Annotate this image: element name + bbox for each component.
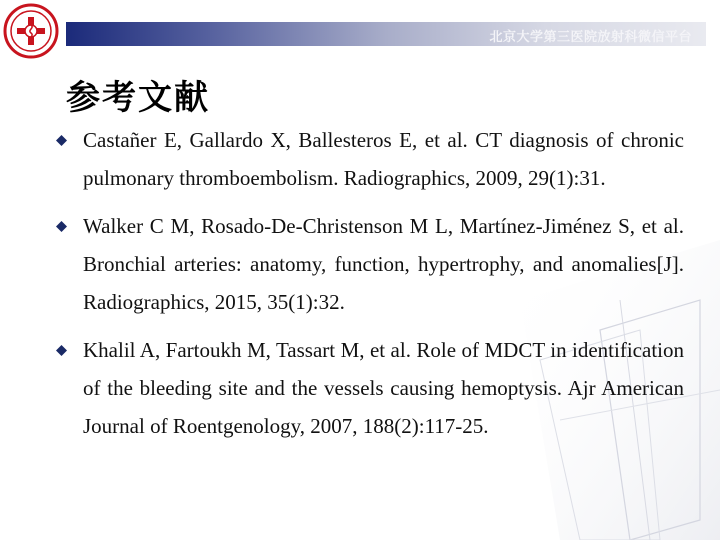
slide-title: 参考文献 (66, 78, 210, 118)
diamond-bullet-icon (56, 135, 67, 146)
hospital-emblem-icon (3, 3, 59, 59)
reference-text: Walker C M, Rosado-De-Christenson M L, Martínez-Jiménez S, et al. Bronchial arteries: anatomy, function, hypertrophy, and anomalies[J]. Radiographics, 2015, 35(1):32. (83, 214, 684, 314)
reference-list (54, 121, 684, 455)
institution-name: 北京大学第三医院放射科微信平台 (489, 30, 692, 45)
reference-item (54, 331, 684, 445)
diamond-bullet-icon (56, 345, 67, 356)
reference-text: Khalil A, Fartoukh M, Tassart M, et al. Role of MDCT in identification of the bleeding site and the vessels causing hemoptysis. Ajr American Journal of Roentgenology, 2007, 188(2):117-25. (83, 338, 684, 438)
reference-text: Castañer E, Gallardo X, Ballesteros E, et al. CT diagnosis of chronic pulmonary thromboembolism. Radiographics, 2009, 29(1):31. (83, 128, 684, 190)
reference-item (54, 121, 684, 197)
reference-item (54, 207, 684, 321)
diamond-bullet-icon (56, 221, 67, 232)
